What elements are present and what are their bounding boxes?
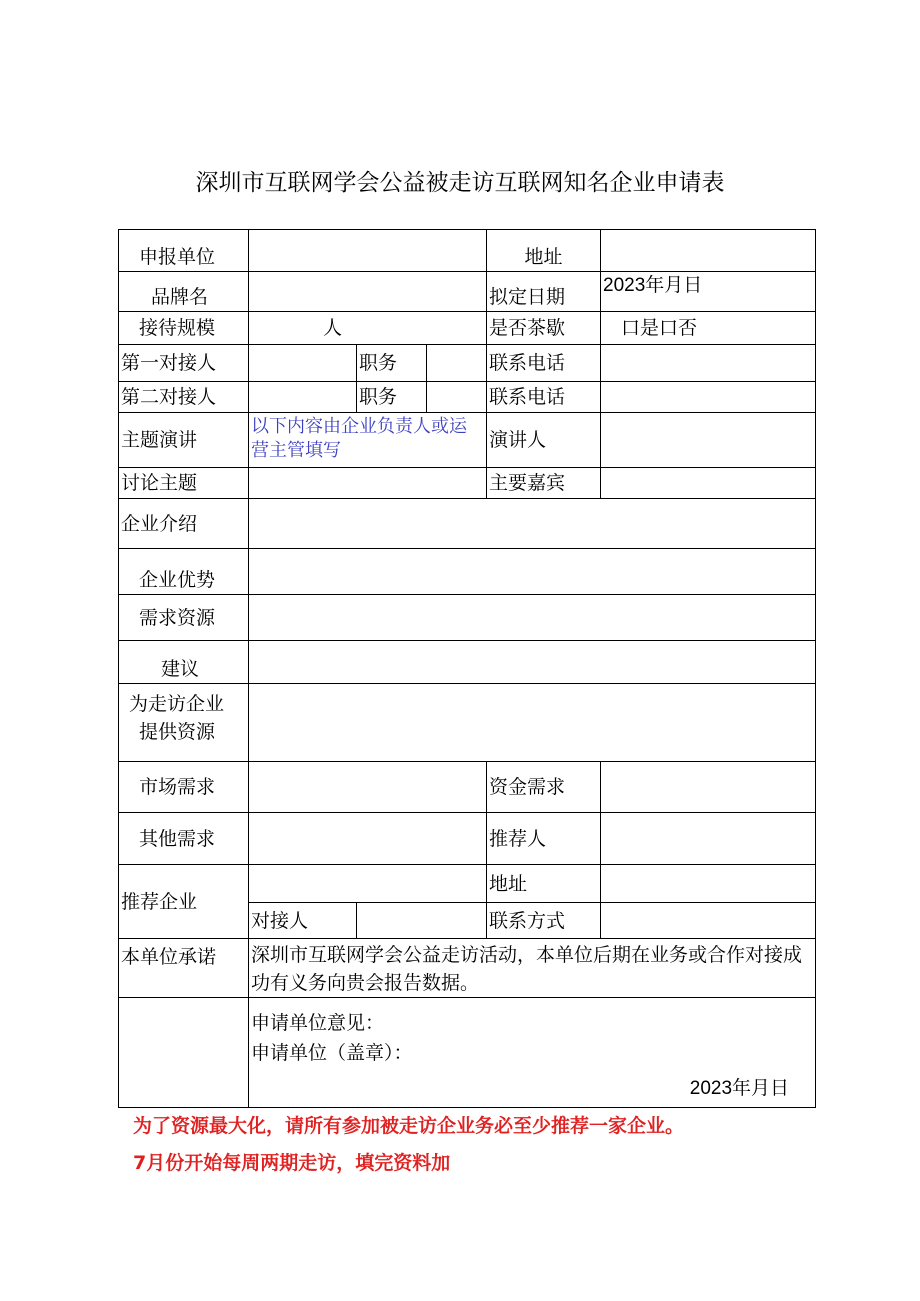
recommender-field[interactable] xyxy=(601,813,816,865)
contact-person-field[interactable] xyxy=(357,903,487,939)
main-guest-label: 主要嘉宾 xyxy=(487,468,601,499)
commitment-label: 本单位承诺 xyxy=(119,939,249,998)
brand-field[interactable] xyxy=(249,272,487,312)
brand-label: 品牌名 xyxy=(119,272,249,312)
contact-method-field[interactable] xyxy=(601,903,816,939)
row-reception xyxy=(119,312,816,345)
company-advantage-field[interactable] xyxy=(249,549,816,595)
reception-scale-value[interactable]: 人 xyxy=(249,312,487,345)
row-company-advantage xyxy=(119,549,816,595)
address-label: 地址 xyxy=(487,230,601,272)
company-intro-label: 企业介绍 xyxy=(119,499,249,549)
provide-resources-label xyxy=(119,684,249,762)
contact-method-label: 联系方式 xyxy=(487,903,601,939)
first-position-label: 职务 xyxy=(357,345,427,382)
other-needs-field[interactable] xyxy=(249,813,487,865)
provide-resources-label-line1: 为走访企业 xyxy=(129,693,225,715)
row-suggestion xyxy=(119,641,816,684)
row-theme-speech xyxy=(119,413,816,468)
recommended-company-label: 推荐企业 xyxy=(119,865,249,939)
row-resource-needs xyxy=(119,595,816,641)
discussion-topic-label: 讨论主题 xyxy=(119,468,249,499)
row-discussion xyxy=(119,468,816,499)
address-field[interactable] xyxy=(601,230,816,272)
market-needs-label: 市场需求 xyxy=(119,762,249,813)
second-contact-field[interactable] xyxy=(249,382,357,413)
planned-date-value[interactable]: 2023年月日 xyxy=(601,272,816,312)
sign-date: 2023年月日 xyxy=(689,1078,790,1099)
first-phone-label: 联系电话 xyxy=(487,345,601,382)
row-second-contact xyxy=(119,382,816,413)
row-commitment xyxy=(119,939,816,998)
commitment-text: 深圳市互联网学会公益走访活动，本单位后期在业务或合作对接成功有义务向贵会报告数据。 xyxy=(249,939,816,998)
row-brand xyxy=(119,272,816,312)
row-recommended-company xyxy=(119,865,816,903)
planned-date-label: 拟定日期 xyxy=(487,272,601,312)
funding-needs-field[interactable] xyxy=(601,762,816,813)
other-needs-label: 其他需求 xyxy=(119,813,249,865)
resource-needs-label: 需求资源 xyxy=(119,595,249,641)
note-line-2: 7月份开始每周两期走访，填完资料加 xyxy=(133,1152,451,1174)
discussion-topic-field[interactable] xyxy=(249,468,487,499)
row-first-contact xyxy=(119,345,816,382)
tea-break-label: 是否茶歇 xyxy=(487,312,601,345)
main-guest-field[interactable] xyxy=(601,468,816,499)
applicant-field[interactable] xyxy=(249,230,487,272)
provide-resources-field[interactable] xyxy=(249,684,816,762)
recommended-address-label: 地址 xyxy=(487,865,601,903)
recommender-label: 推荐人 xyxy=(487,813,601,865)
applicant-label: 申报单位 xyxy=(119,230,249,272)
provide-resources-label-line2: 提供资源 xyxy=(139,721,216,743)
speaker-label: 演讲人 xyxy=(487,413,601,468)
second-phone-field[interactable] xyxy=(601,382,816,413)
theme-note: 以下内容由企业负责人或运营主管填写 xyxy=(249,413,487,468)
row-provide-resources xyxy=(119,684,816,762)
first-phone-field[interactable] xyxy=(601,345,816,382)
recommended-company-field[interactable] xyxy=(249,865,487,903)
theme-speech-label: 主题演讲 xyxy=(119,413,249,468)
recommended-address-field[interactable] xyxy=(601,865,816,903)
row-opinion xyxy=(119,998,816,1108)
row-other-needs xyxy=(119,813,816,865)
suggestion-label: 建议 xyxy=(119,641,249,684)
note-line-1: 为了资源最大化，请所有参加被走访企业务必至少推荐一家企业。 xyxy=(133,1115,685,1137)
company-intro-field[interactable] xyxy=(249,499,816,549)
funding-needs-label: 资金需求 xyxy=(487,762,601,813)
opinion-empty-cell xyxy=(119,998,249,1108)
opinion-label: 申请单位意见： xyxy=(251,1012,385,1034)
market-needs-field[interactable] xyxy=(249,762,487,813)
resource-needs-field[interactable] xyxy=(249,595,816,641)
speaker-field[interactable] xyxy=(601,413,816,468)
contact-person-label: 对接人 xyxy=(249,903,357,939)
application-form-table xyxy=(118,229,816,1108)
company-advantage-label: 企业优势 xyxy=(119,549,249,595)
tea-break-value[interactable]: 口是口否 xyxy=(601,312,816,345)
row-applicant xyxy=(119,230,816,272)
second-phone-label: 联系电话 xyxy=(487,382,601,413)
second-contact-label: 第二对接人 xyxy=(119,382,249,413)
suggestion-field[interactable] xyxy=(249,641,816,684)
first-position-field[interactable] xyxy=(427,345,487,382)
row-market-needs xyxy=(119,762,816,813)
second-position-label: 职务 xyxy=(357,382,427,413)
opinion-cell[interactable] xyxy=(249,998,816,1108)
row-company-intro xyxy=(119,499,816,549)
seal-label: 申请单位（盖章）： xyxy=(251,1042,413,1064)
first-contact-label: 第一对接人 xyxy=(119,345,249,382)
page-title: 深圳市互联网学会公益被走访互联网知名企业申请表 xyxy=(195,170,725,196)
first-contact-field[interactable] xyxy=(249,345,357,382)
second-position-field[interactable] xyxy=(427,382,487,413)
reception-scale-label: 接待规模 xyxy=(119,312,249,345)
